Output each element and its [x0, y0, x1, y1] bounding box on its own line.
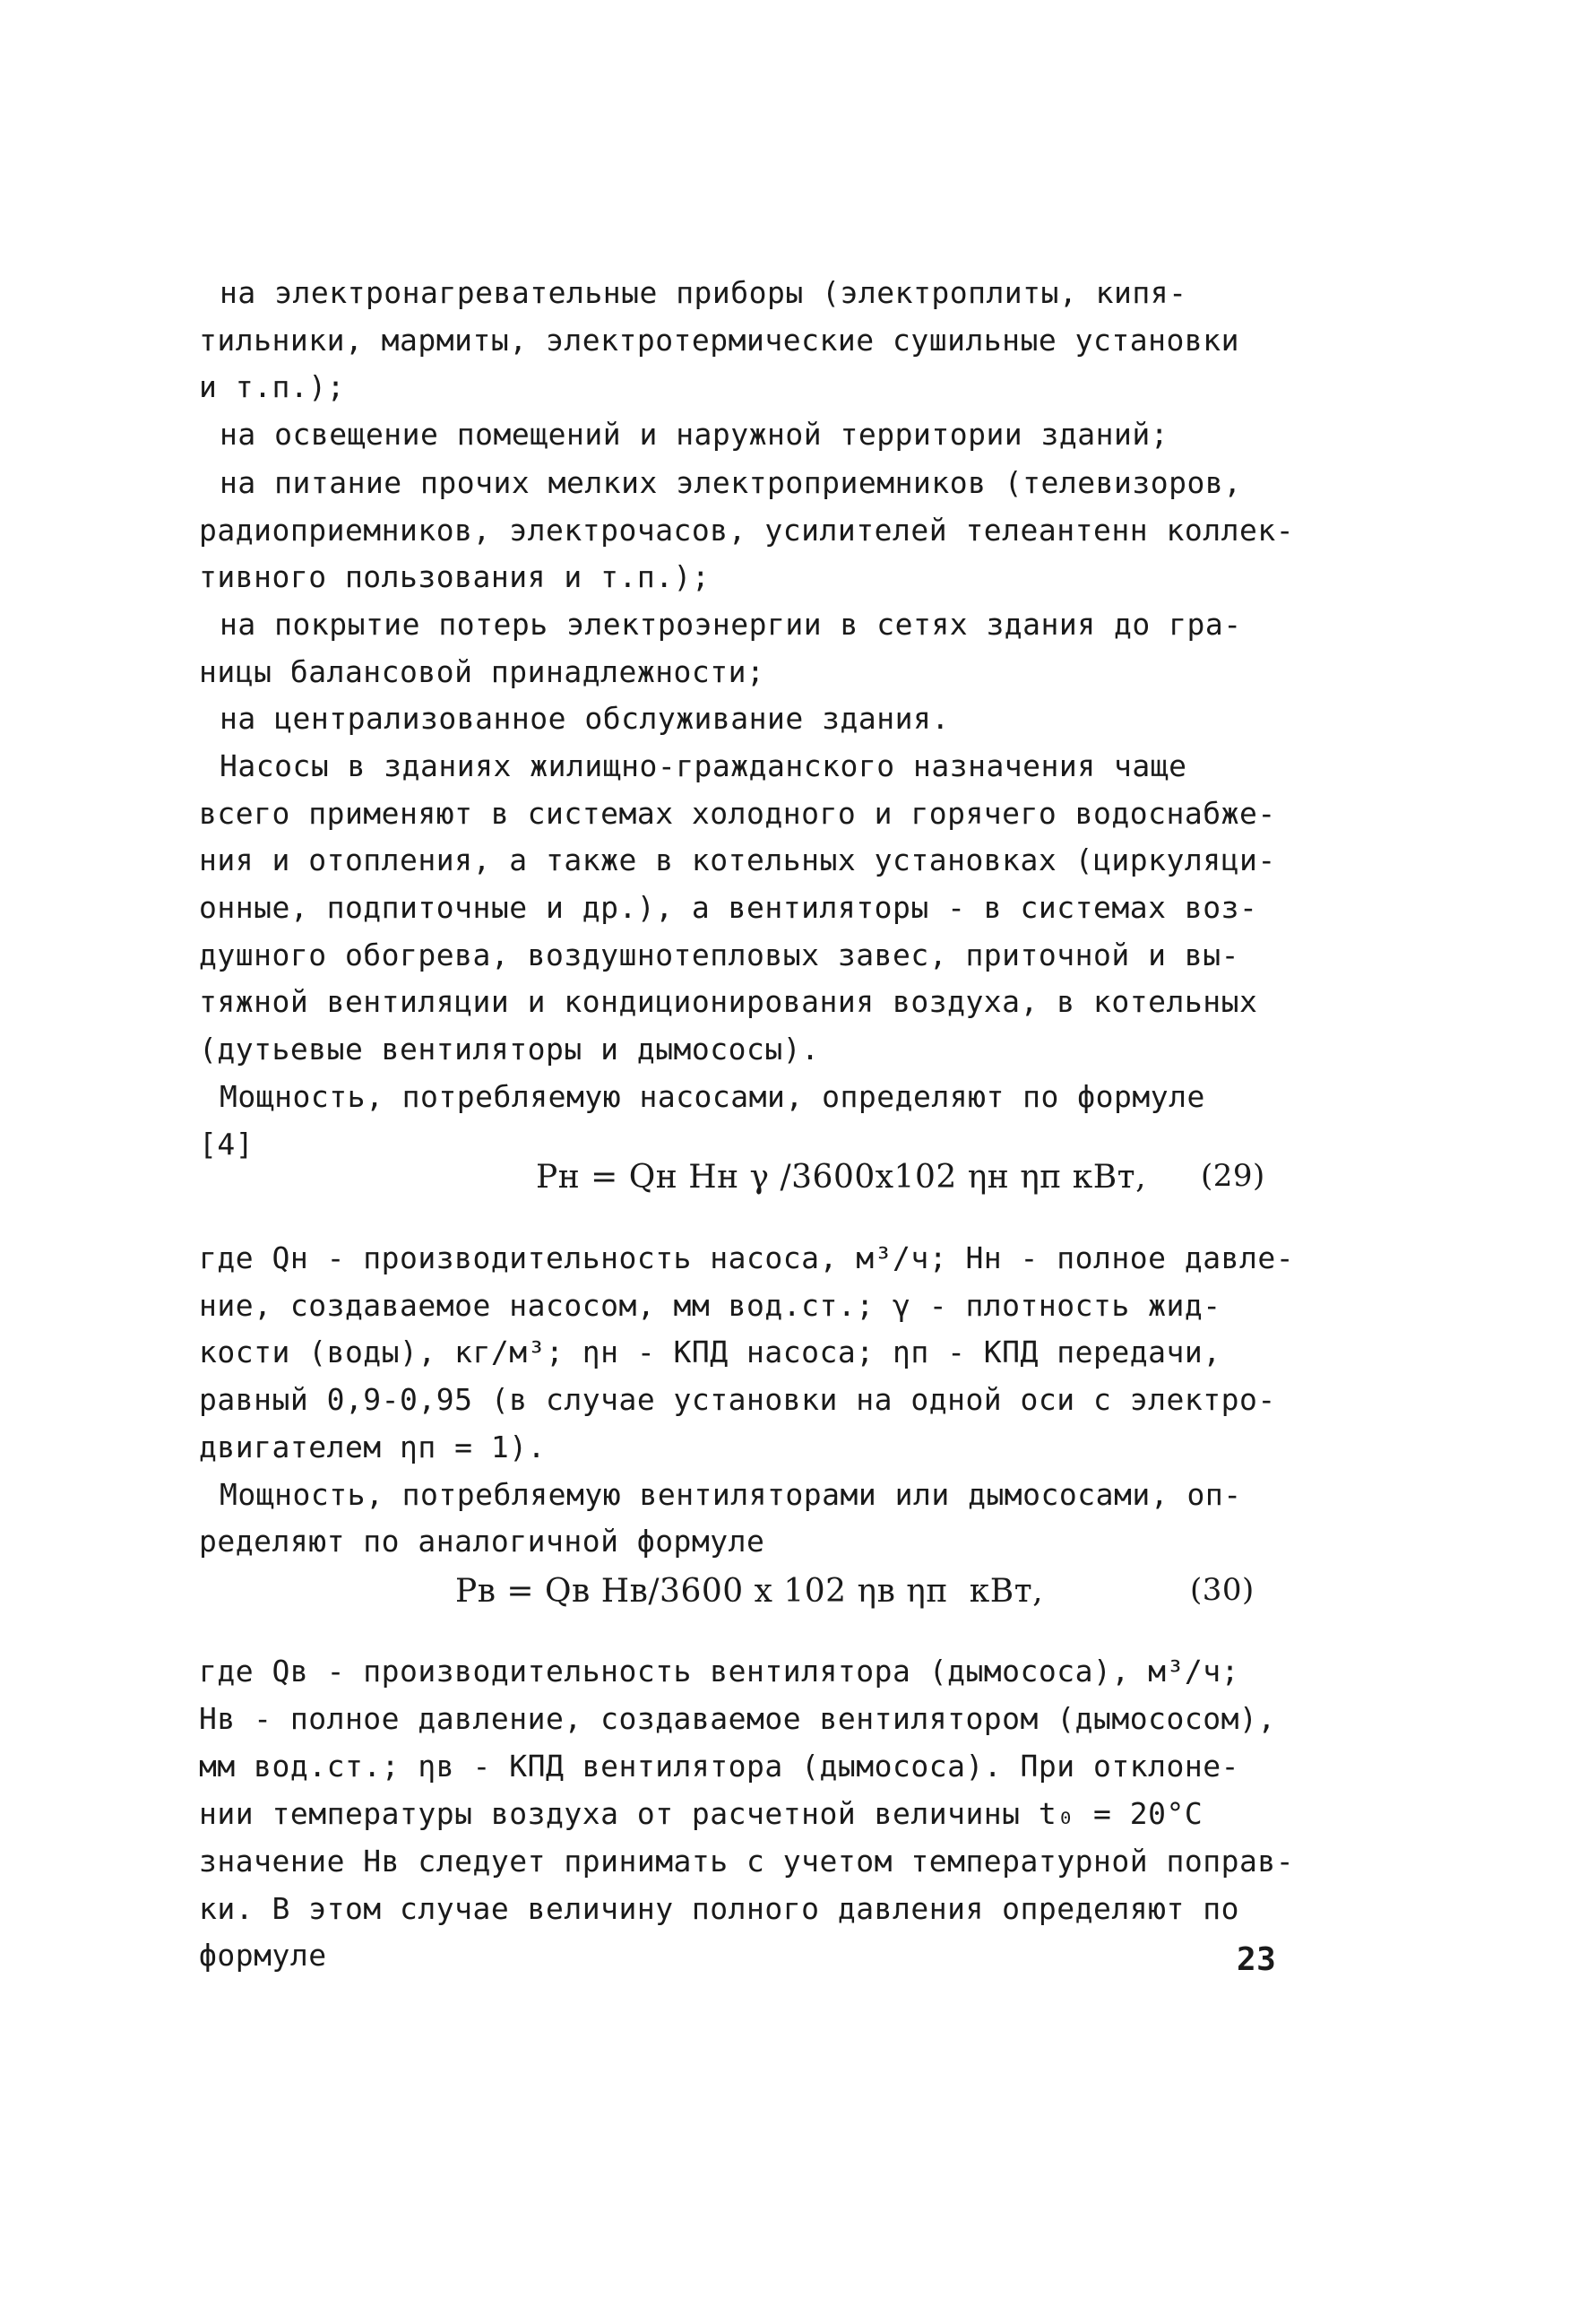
text-line: всего применяют в системах холодного и горячего водоснабже-: [199, 796, 1276, 831]
text-line: ницы балансовой принадлежности;: [199, 654, 765, 689]
text-line: Насосы в зданиях жилищно-гражданского назначения чаще: [220, 748, 1187, 783]
text-line: на централизованное обслуживание здания.: [220, 701, 950, 736]
text-line: на покрытие потерь электроэнергии в сетях здания до гра-: [220, 607, 1242, 642]
text-line: и т.п.);: [199, 369, 345, 404]
text-line: (дутьевые вентиляторы и дымососы).: [199, 1032, 820, 1067]
text-line: ределяют по аналогичной формуле: [199, 1524, 765, 1559]
text-line: значение Hв следует принимать с учетом температурной поправ-: [199, 1844, 1295, 1879]
text-line: мм вод.ст.; ηв - КПД вентилятора (дымососа). При отклоне-: [199, 1749, 1239, 1784]
text-line: кости (воды), кг/м³; ηн - КПД насоса; ηп - КПД передачи,: [199, 1335, 1221, 1369]
text-line: формуле: [199, 1938, 327, 1973]
equation-number-30: (30): [1190, 1572, 1255, 1608]
reference-mark: [4]: [199, 1127, 254, 1162]
text-line: на освещение помещений и наружной территории зданий;: [220, 417, 1169, 452]
text-line: Мощность, потребляемую вентиляторами или дымососами, оп-: [220, 1477, 1242, 1512]
text-line: онные, подпиточные и др.), а вентиляторы - в системах воз-: [199, 890, 1258, 925]
text-line: Мощность, потребляемую насосами, определяют по формуле: [220, 1079, 1205, 1114]
text-line: где Qв - производительность вентилятора (дымососа), м³/ч;: [199, 1654, 1239, 1689]
text-line: ния и отопления, а также в котельных установках (циркуляци-: [199, 842, 1276, 877]
text-line: двигателем ηп = 1).: [199, 1430, 546, 1464]
equation-number-29: (29): [1201, 1158, 1265, 1194]
text-line: тяжной вентиляции и кондиционирования воздуха, в котельных: [199, 984, 1258, 1019]
formula-29: Pн = Qн Hн γ /3600x102 ηн ηп кВт,: [536, 1159, 1147, 1196]
text-line: где Qн - производительность насоса, м³/ч; Hн - полное давле-: [199, 1240, 1295, 1275]
text-line: тивного пользования и т.п.);: [199, 559, 711, 594]
text-line: радиоприемников, электрочасов, усилителей телеантенн коллек-: [199, 513, 1295, 548]
text-line: на электронагревательные приборы (электроплиты, кипя-: [220, 275, 1187, 310]
formula-30: Pв = Qв Hв/3600 x 102 ηв ηп кВт,: [455, 1573, 1044, 1610]
page-number: 23: [1237, 1941, 1277, 1978]
text-line: ки. В этом случае величину полного давления определяют по: [199, 1891, 1239, 1926]
text-line: ние, создаваемое насосом, мм вод.ст.; γ - плотность жид-: [199, 1288, 1221, 1323]
text-line: нии температуры воздуха от расчетной величины t₀ = 20°C: [199, 1796, 1203, 1831]
text-line: Hв - полное давление, создаваемое вентилятором (дымососом),: [199, 1701, 1276, 1736]
text-line: на питание прочих мелких электроприемников (телевизоров,: [220, 465, 1242, 500]
text-line: душного обогрева, воздушнотепловых завес, приточной и вы-: [199, 937, 1239, 972]
text-line: равный 0,9-0,95 (в случае установки на одной оси с электро-: [199, 1382, 1276, 1417]
text-line: тильники, мармиты, электротермические сушильные установки: [199, 323, 1239, 358]
